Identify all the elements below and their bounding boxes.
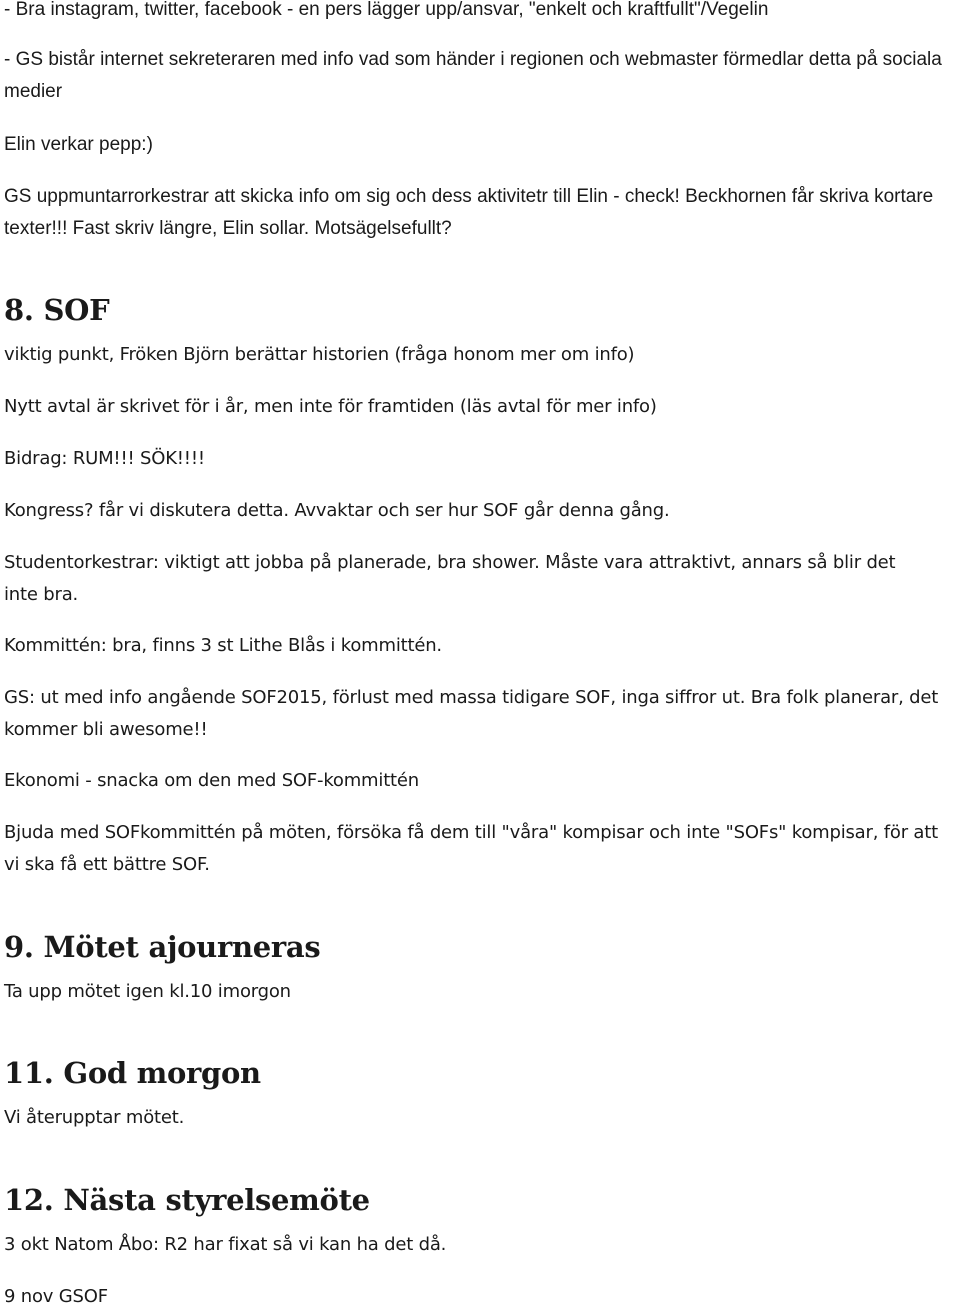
sof-paragraph-5: Studentorkestrar: viktigt att jobba på planerade, bra shower. Måste vara attraktivt, annars så blir det inte bra. xyxy=(4,552,896,605)
gs-internet-note: - GS bistår internet sekreteraren med info vad som händer i regionen och webmaster förmedlar detta på sociala medier xyxy=(4,49,942,102)
section-12-line-2: 9 nov GSOF xyxy=(4,1286,108,1307)
section-8-heading: 8. SOF xyxy=(4,293,110,327)
sof-paragraph-3: Bidrag: RUM!!! SÖK!!!! xyxy=(4,448,205,469)
section-9-text: Ta upp mötet igen kl.10 imorgon xyxy=(4,981,291,1002)
gs-orchestras-note: GS uppmuntarrorkestrar att skicka info om sig och dess aktivitetr till Elin - check! Beckhornen får skriva kortare texter!!! Fast skriv längre, Elin sollar. Motsägelsefullt? xyxy=(4,186,934,239)
section-12-heading: 12. Nästa styrelsemöte xyxy=(4,1183,370,1217)
section-11-text: Vi återupptar mötet. xyxy=(4,1107,185,1128)
sof-paragraph-4: Kongress? får vi diskutera detta. Avvaktar och ser hur SOF går denna gång. xyxy=(4,500,670,521)
social-media-note: - Bra instagram, twitter, facebook - en pers lägger upp/ansvar, "enkelt och kraftfullt"/Vegelin xyxy=(4,0,769,20)
section-12-line-1: 3 okt Natom Åbo: R2 har fixat så vi kan ha det då. xyxy=(4,1234,447,1255)
elin-note: Elin verkar pepp:) xyxy=(4,134,153,155)
sof-paragraph-2: Nytt avtal är skrivet för i år, men inte för framtiden (läs avtal för mer info) xyxy=(4,396,657,417)
sof-paragraph-9: Bjuda med SOFkommittén på möten, försöka få dem till "våra" kompisar och inte "SOFs" kompisar, för att vi ska få ett bättre SOF. xyxy=(4,822,938,875)
section-9-heading: 9. Mötet ajourneras xyxy=(4,930,321,964)
sof-paragraph-6: Kommittén: bra, finns 3 st Lithe Blås i kommittén. xyxy=(4,635,442,656)
section-11-heading: 11. God morgon xyxy=(4,1056,261,1090)
sof-paragraph-8: Ekonomi - snacka om den med SOF-kommittén xyxy=(4,770,419,791)
sof-paragraph-1: viktig punkt, Fröken Björn berättar historien (fråga honom mer om info) xyxy=(4,344,635,365)
sof-paragraph-7: GS: ut med info angående SOF2015, förlust med massa tidigare SOF, inga siffror ut. Bra folk planerar, det kommer bli awesome!! xyxy=(4,687,939,740)
